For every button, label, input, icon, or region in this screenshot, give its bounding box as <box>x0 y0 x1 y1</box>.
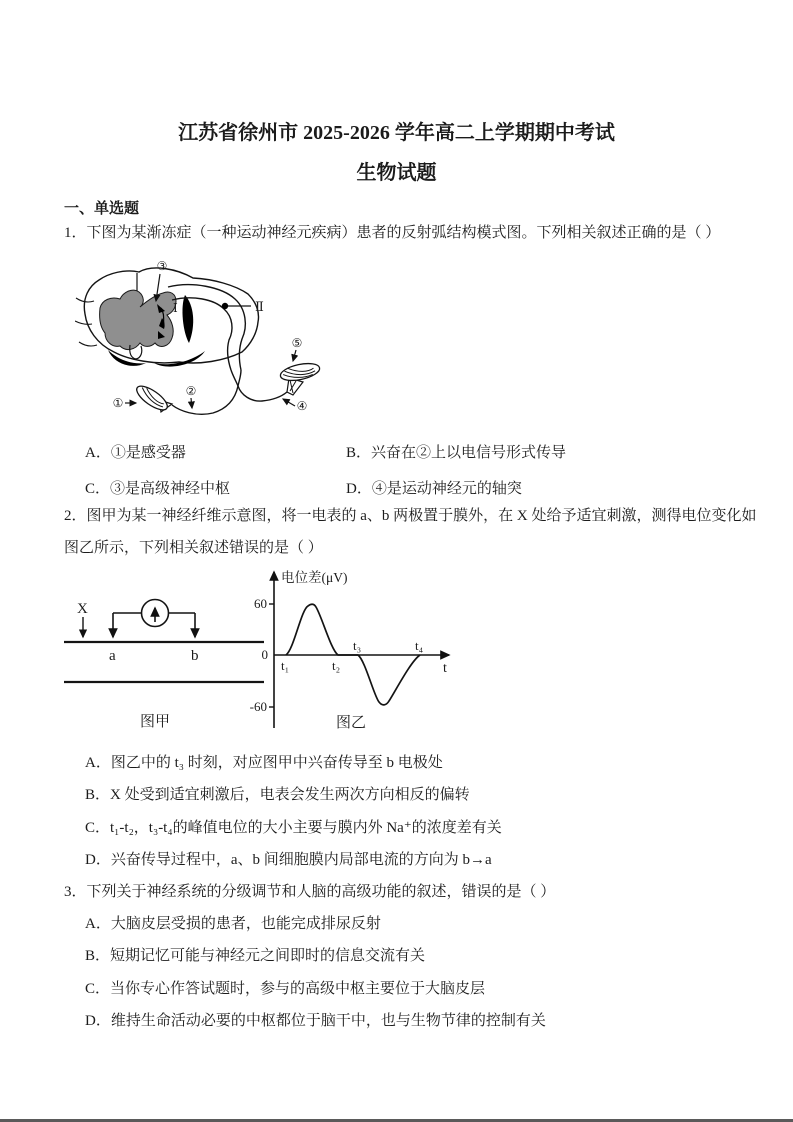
label-4-arrow <box>283 399 295 406</box>
q3-option-b: B．短期记忆可能与神经元之间即时的信息交流有关 <box>85 948 426 964</box>
reflex-arc-figure <box>75 248 410 440</box>
q1-option-c: C．③是高级神经中枢 <box>85 481 231 497</box>
label-5: ⑤ <box>291 336 303 350</box>
figure-yi <box>248 560 463 735</box>
stimulus-label: X <box>77 601 88 617</box>
label-2-arrow <box>191 398 192 408</box>
label-ii-dot <box>222 303 228 309</box>
q2-option-a: A．图乙中的 t₃ 时刻，对应图甲中兴奋传导至 b 电极处 <box>85 755 443 771</box>
figure-jia-caption: 图甲 <box>140 714 171 730</box>
tick-60-label: 60 <box>254 596 267 611</box>
q3-option-d: D．维持生命活动必要的中枢都位于脑干中，也与生物节律的控制有关 <box>85 1013 546 1029</box>
label-5-arrow <box>293 350 296 361</box>
q1-stem: 1．下图为某渐冻症（一种运动神经元疾病）患者的反射弧结构模式图。下列相关叙述正确的是（ ） <box>64 225 721 241</box>
tick-0-label: 0 <box>261 647 268 662</box>
q1-option-a: A．①是感受器 <box>85 445 186 461</box>
paper-subtitle: 生物试题 <box>356 162 437 184</box>
q2-option-b: B．X 处受到适宜刺激后，电表会发生两次方向相反的偏转 <box>85 787 470 803</box>
q2-stem-line2: 图乙所示，下列相关叙述错误的是（ ） <box>64 540 323 556</box>
right-muscle <box>279 361 321 395</box>
left-muscle <box>133 382 172 414</box>
label-1: ① <box>112 396 124 410</box>
label-i: Ⅰ <box>173 301 178 315</box>
label-ii: Ⅱ <box>255 299 264 314</box>
t1-label: t₁ <box>281 658 290 673</box>
q3-option-c: C．当你专心作答试题时，参与的高级中枢主要位于大脑皮层 <box>85 981 486 997</box>
y-axis-label: 电位差(μV) <box>281 570 348 585</box>
q3-stem: 3．下列关于神经系统的分级调节和人脑的高级功能的叙述，错误的是（ ） <box>64 884 556 900</box>
t3-label: t₃ <box>353 638 362 653</box>
label-3: ③ <box>156 259 168 273</box>
tick-neg60-label: -60 <box>249 699 267 714</box>
meter-circuit <box>113 600 195 638</box>
t2-label: t₂ <box>332 658 341 673</box>
q2-option-c: C．t₁-t₂，t₃-t₄的峰值电位的大小主要与膜内外 Na⁺的浓度差有关 <box>85 820 502 836</box>
q2-stem-line1: 2．图甲为某一神经纤维示意图，将一电表的 a、b 两极置于膜外，在 X 处给予适宜刺激，测得电位变化如 <box>64 508 757 524</box>
q2-option-d: D．兴奋传导过程中，a、b 间细胞膜内局部电流的方向为 b→a <box>85 852 492 868</box>
gray-matter <box>100 290 176 349</box>
label-2: ② <box>185 384 197 398</box>
q3-option-a: A．大脑皮层受损的患者，也能完成排尿反射 <box>85 916 381 932</box>
t4-label: t₄ <box>415 638 424 653</box>
page-title: 江苏省徐州市 2025-2026 学年高二上学期期中考试 <box>178 122 615 144</box>
electrode-a-label: a <box>109 648 116 664</box>
electrode-b-label: b <box>191 648 199 664</box>
figure-jia <box>60 560 270 735</box>
q1-option-b: B．兴奋在②上以电信号形式传导 <box>346 445 567 461</box>
figure-yi-caption: 图乙 <box>336 715 367 731</box>
q1-option-d: D．④是运动神经元的轴突 <box>346 481 522 497</box>
section-heading: 一、单选题 <box>64 201 140 217</box>
label-4: ④ <box>296 399 308 413</box>
x-axis-label: t <box>443 661 447 676</box>
